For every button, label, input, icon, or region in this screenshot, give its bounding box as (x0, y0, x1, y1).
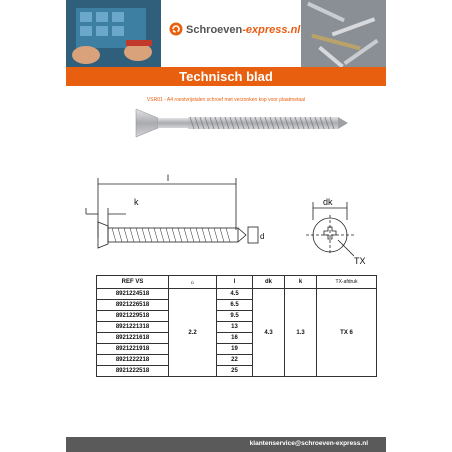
workshop-photo (66, 0, 161, 67)
logo (161, 0, 301, 67)
dimension-label-k: k (134, 197, 139, 207)
header-k: k (285, 276, 317, 289)
cell-ref: 8921224518 (97, 289, 169, 300)
cell-l: 22 (217, 355, 253, 366)
header-tx: TX-afdruk (317, 276, 377, 289)
customer-service-email[interactable]: klantenservice@schroeven-express.nl (249, 440, 368, 447)
dimension-label-dk: dk (323, 197, 333, 207)
title-bar (66, 67, 386, 86)
screws-photo (301, 0, 386, 67)
cell-ref: 8921226518 (97, 300, 169, 311)
cell-ref: 8921222518 (97, 366, 169, 377)
cell-l: 4.5 (217, 289, 253, 300)
cell-l: 19 (217, 344, 253, 355)
header-l: l (217, 276, 253, 289)
product-description: VSR01 - A4 roestvrijstalen schroef met verzonken kop voor plaatmetaal (146, 97, 306, 103)
cell-k: 1.3 (285, 289, 317, 377)
header-ref: REF VS (97, 276, 169, 289)
dimension-label-tx: TX (354, 256, 366, 266)
logo-icon (169, 22, 183, 36)
cell-dk: 4.3 (253, 289, 285, 377)
logo-suffix: .nl (287, 24, 301, 36)
cell-ref: 8921222218 (97, 355, 169, 366)
technical-sheet-page (66, 0, 386, 452)
footer (66, 437, 386, 452)
cell-l: 13 (217, 322, 253, 333)
cell-ref: 8921221918 (97, 344, 169, 355)
logo-prefix: Schroeven (186, 24, 243, 36)
cell-l: 25 (217, 366, 253, 377)
logo-text (186, 24, 300, 36)
technical-drawing (66, 160, 386, 270)
dimension-label-l: l (167, 173, 169, 183)
specification-table (96, 275, 377, 377)
cell-ref: 8921221618 (97, 333, 169, 344)
header-d: D (169, 276, 217, 289)
logo-brand: -express (242, 24, 288, 36)
cell-l: 9.5 (217, 311, 253, 322)
cell-tx: TX 6 (317, 289, 377, 377)
screw-image (96, 105, 356, 141)
cell-d: 2.2 (169, 289, 217, 377)
cell-ref: 8921229518 (97, 311, 169, 322)
page-title: Technisch blad (179, 69, 273, 84)
header-dk: dk (253, 276, 285, 289)
cell-l: 16 (217, 333, 253, 344)
header-banner (66, 0, 386, 67)
cell-ref: 8921221318 (97, 322, 169, 333)
dimension-label-d: d (260, 232, 265, 241)
table-row (97, 289, 377, 300)
cell-l: 6.5 (217, 300, 253, 311)
table-header-row (97, 276, 377, 289)
